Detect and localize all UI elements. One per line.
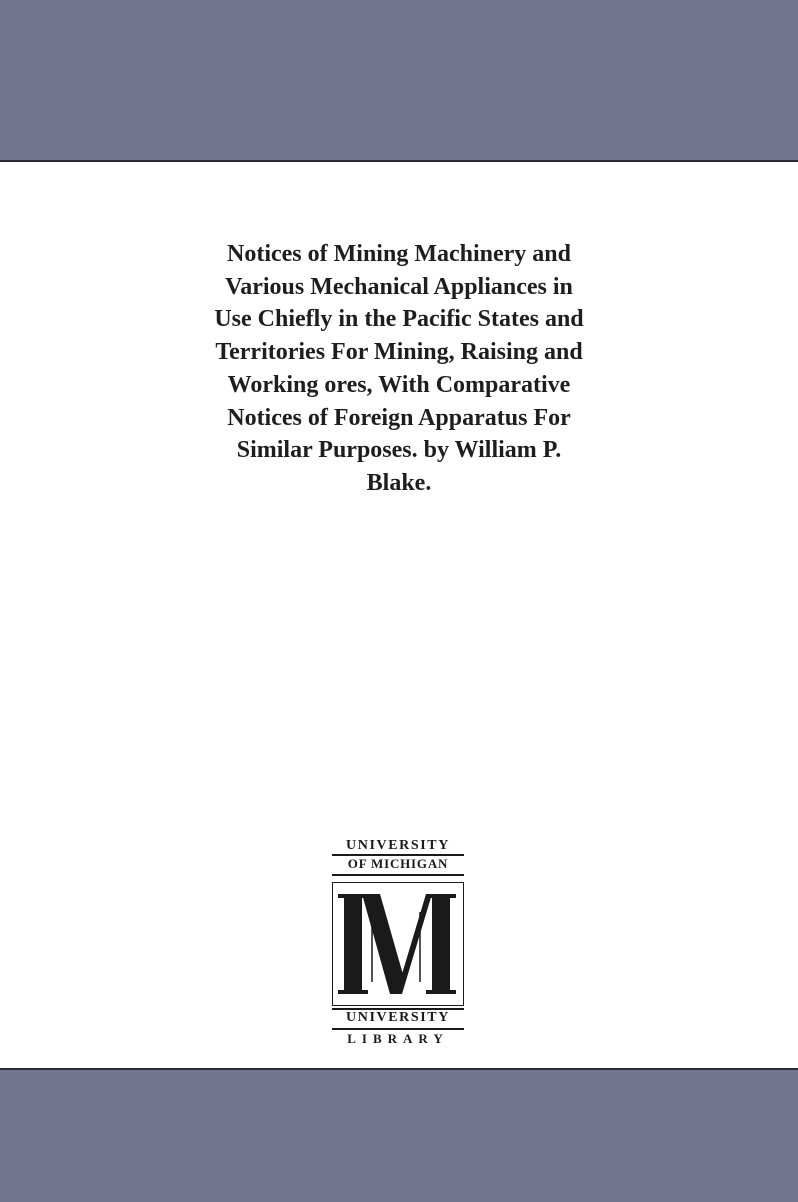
title-line: Working ores, With Comparative (227, 371, 571, 398)
book-title (120, 238, 678, 500)
m-monogram-icon (332, 882, 464, 1006)
logo-university-bottom-text: UNIVERSITY (346, 1010, 450, 1025)
logo-of-michigan-text: OF MICHIGAN (347, 856, 449, 871)
logo-rule (332, 1028, 464, 1030)
bottom-color-band (0, 1068, 798, 1202)
logo-university-text: UNIVERSITY (346, 838, 450, 853)
title-line: Similar Purposes. by William P. (236, 437, 562, 464)
top-color-band (0, 0, 798, 162)
title-line: Territories For Mining, Raising and (215, 339, 583, 366)
logo-library-text: LIBRARY (347, 1031, 449, 1046)
title-line: Notices of Foreign Apparatus For (227, 404, 571, 431)
title-line: Blake. (366, 469, 432, 496)
university-library-logo (330, 838, 466, 1060)
title-line: Use Chiefly in the Pacific States and (214, 306, 584, 333)
title-line: Various Mechanical Appliances in (225, 273, 573, 300)
logo-rule (332, 874, 464, 876)
title-line: Notices of Mining Machinery and (227, 241, 571, 267)
